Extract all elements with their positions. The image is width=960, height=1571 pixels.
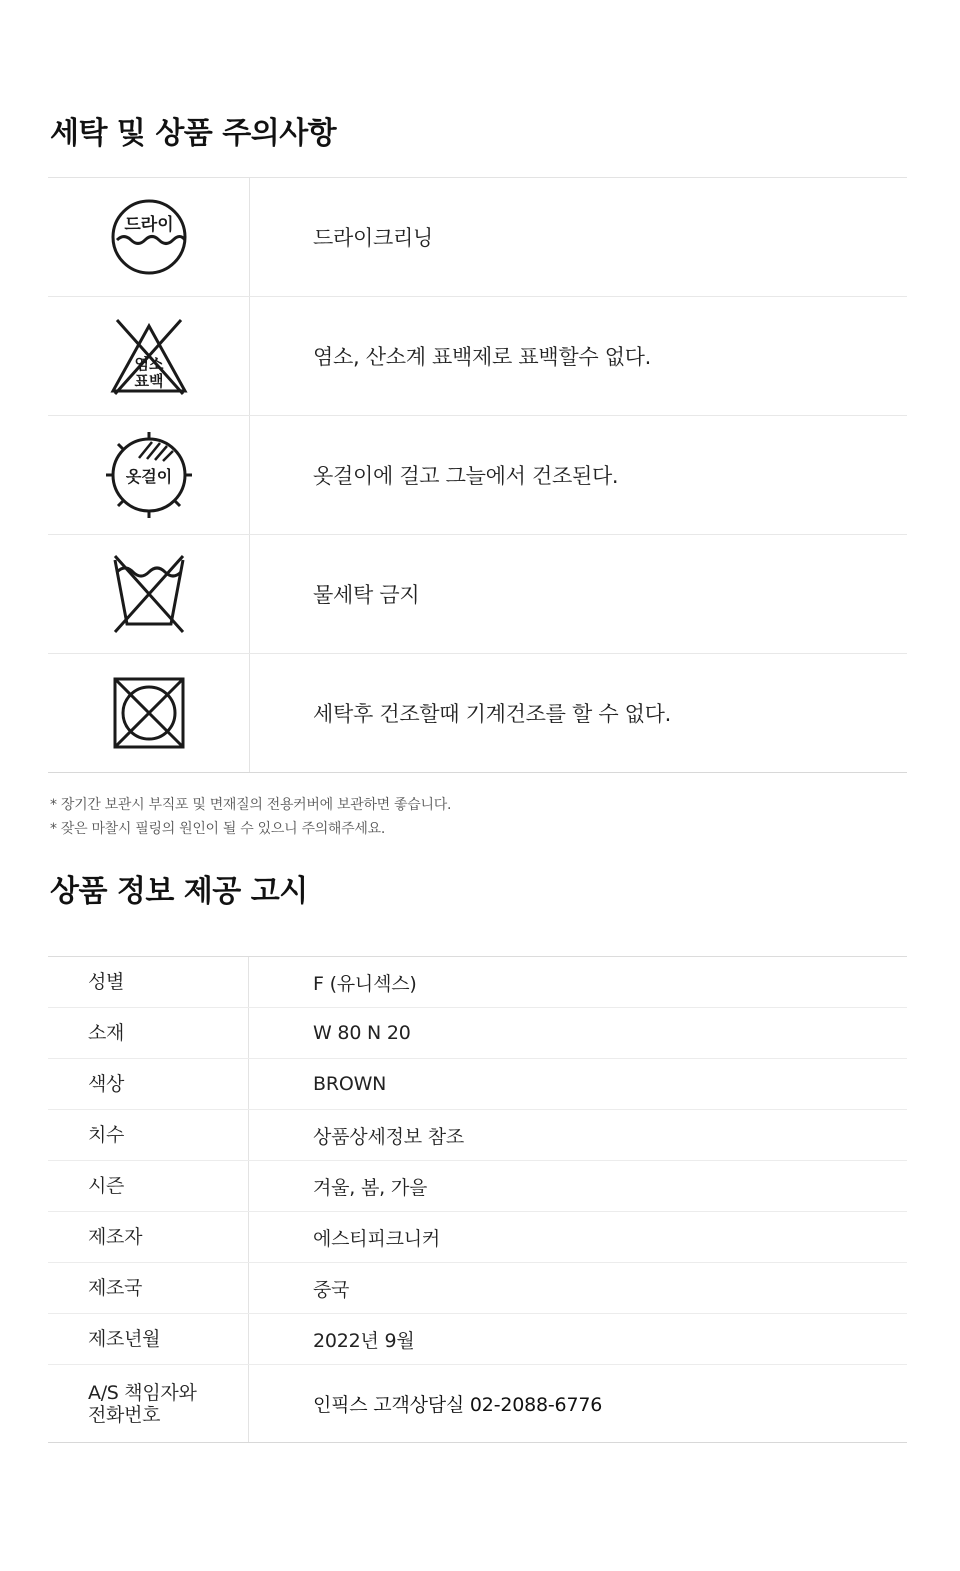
table-row (48, 957, 907, 1008)
info-value: W 80 N 20 (313, 1022, 411, 1044)
svg-text:표백: 표백 (134, 372, 163, 390)
info-value: 인픽스 고객상담실 02-2088-6776 (313, 1394, 603, 1416)
info-label: 제조자 (48, 1212, 249, 1262)
svg-text:드라이: 드라이 (123, 215, 174, 235)
care-instruction: 드라이크리닝 (313, 226, 433, 250)
info-value: 겨울, 봄, 가을 (313, 1176, 428, 1199)
table-row (48, 1212, 907, 1263)
as-label-line: A/S 책임자와 (88, 1381, 197, 1404)
no-water-wash-icon (107, 552, 191, 636)
table-row (48, 1161, 907, 1212)
care-note: * 잦은 마찰시 필링의 원인이 될 수 있으니 주의해주세요. (50, 821, 385, 837)
as-label-line: 전화번호 (88, 1403, 161, 1426)
care-note: * 장기간 보관시 부직포 및 면재질의 전용커버에 보관하면 좋습니다. (50, 797, 452, 813)
care-table (48, 177, 907, 773)
table-row (48, 1008, 907, 1059)
care-row (48, 654, 907, 773)
info-value: BROWN (313, 1073, 387, 1095)
table-row (48, 1365, 907, 1443)
info-section-title: 상품 정보 제공 고시 (50, 874, 308, 909)
table-row (48, 1110, 907, 1161)
care-row (48, 297, 907, 416)
info-label: 치수 (48, 1110, 249, 1160)
info-value: 에스티피크니커 (313, 1227, 441, 1250)
info-value: F (유니섹스) (313, 972, 417, 995)
care-row (48, 178, 907, 297)
table-row (48, 1314, 907, 1365)
product-info-table (48, 956, 907, 1443)
info-label: 성별 (48, 957, 249, 1007)
svg-text:염소: 염소 (134, 355, 163, 373)
info-label: 제조국 (48, 1263, 249, 1313)
table-row (48, 1263, 907, 1314)
info-label: 제조년월 (48, 1314, 249, 1364)
info-label: 시즌 (48, 1161, 249, 1211)
no-bleach-icon (107, 314, 191, 398)
info-value: 중국 (313, 1278, 350, 1301)
care-row (48, 535, 907, 654)
care-notes (50, 793, 451, 841)
care-instruction: 세탁후 건조할때 기계건조를 할 수 없다. (313, 702, 672, 726)
svg-text:옷걸이: 옷걸이 (125, 467, 172, 486)
info-label: 색상 (48, 1059, 249, 1109)
care-row (48, 416, 907, 535)
care-section-title: 세탁 및 상품 주의사항 (50, 116, 337, 151)
table-row (48, 1059, 907, 1110)
info-label: 소재 (48, 1008, 249, 1058)
dry-clean-icon (109, 197, 189, 277)
no-tumble-dry-icon (109, 673, 189, 753)
care-instruction: 옷걸이에 걸고 그늘에서 건조된다. (313, 464, 619, 488)
info-value: 2022년 9월 (313, 1329, 415, 1352)
care-instruction: 염소, 산소계 표백제로 표백할수 없다. (313, 345, 652, 369)
hang-dry-shade-icon (104, 430, 194, 520)
care-instruction: 물세탁 금지 (313, 583, 420, 607)
info-label (48, 1365, 249, 1442)
info-value: 상품상세정보 참조 (313, 1125, 465, 1148)
